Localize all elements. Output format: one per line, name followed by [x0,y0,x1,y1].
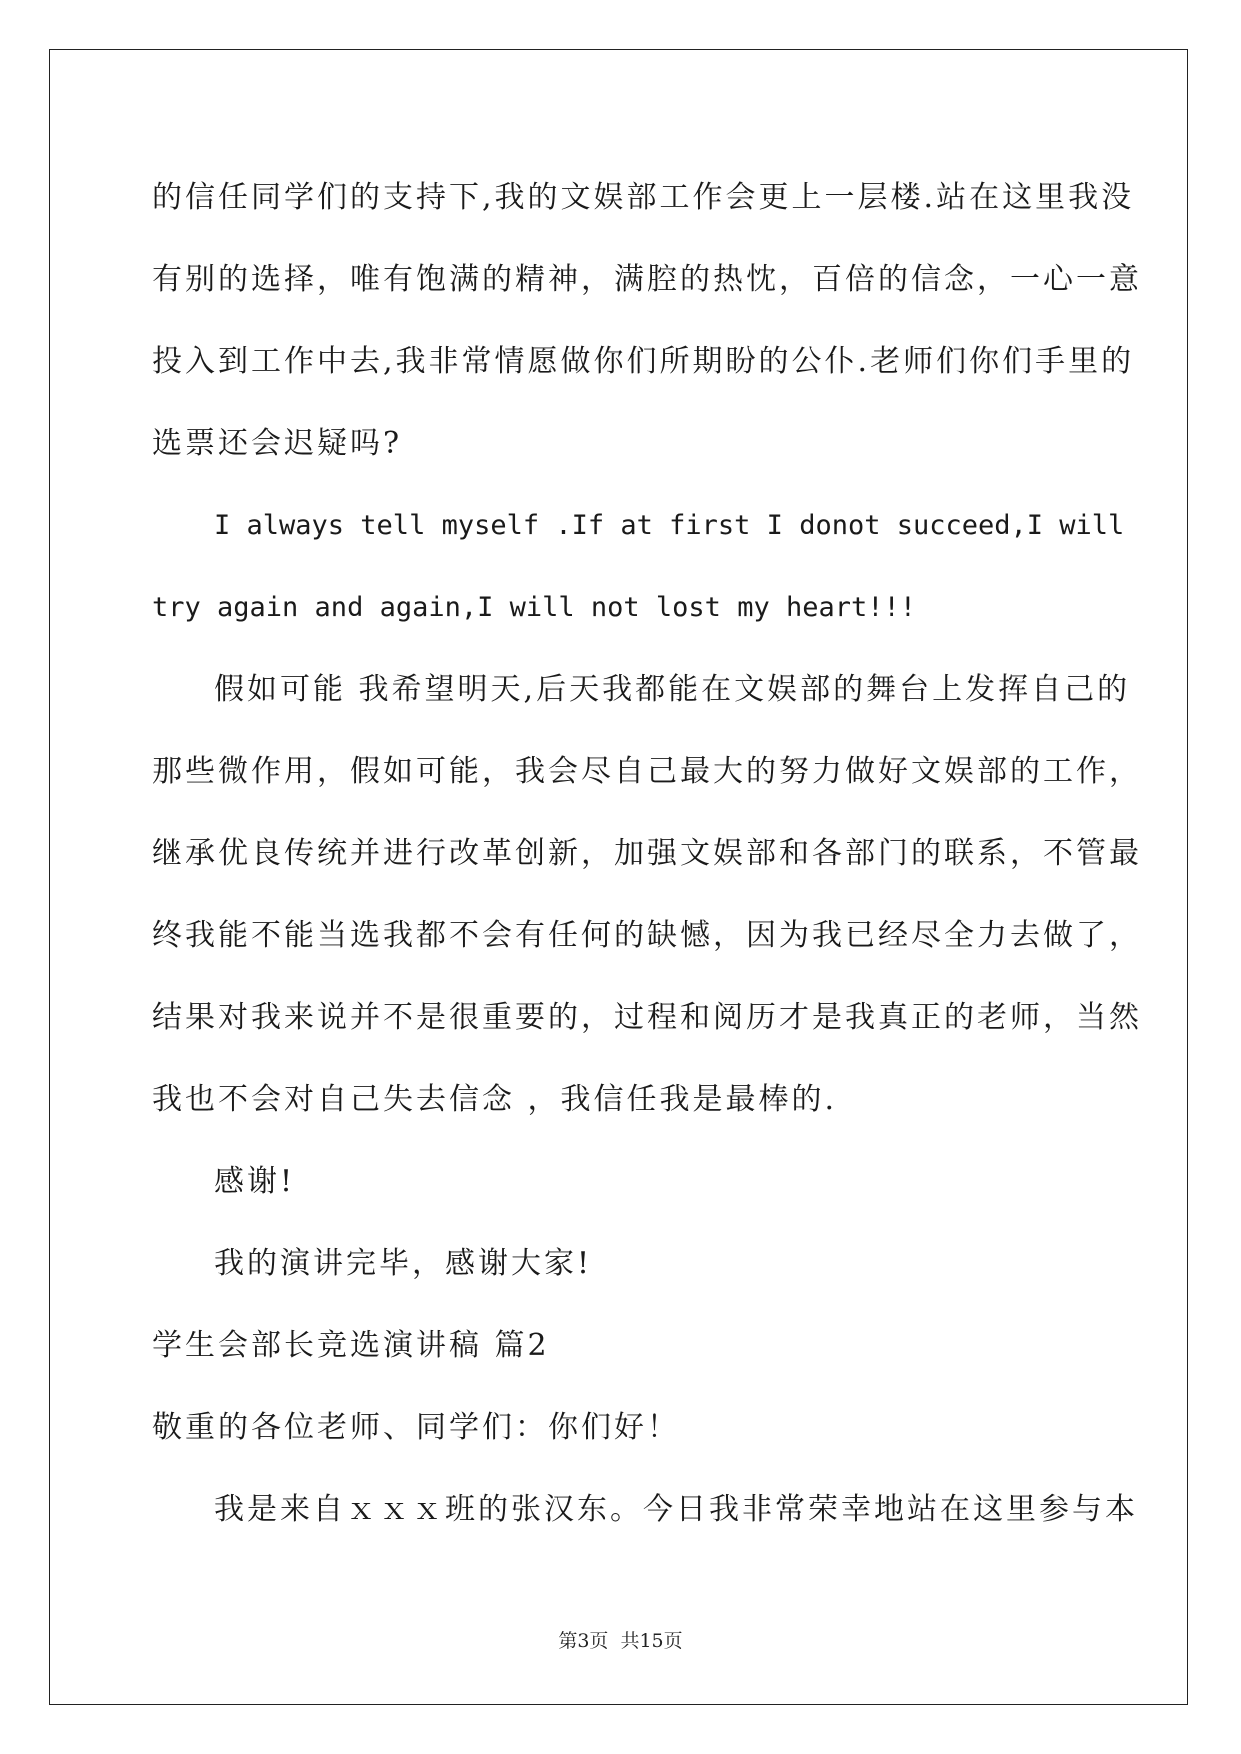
text-line: 我是来自ｘｘｘ班的张汉东。今日我非常荣幸地站在这里参与本 [214,1492,1138,1527]
text-line: 选票还会迟疑吗? [152,426,403,461]
section-heading: 学生会部长竞选演讲稿 篇2 [152,1328,550,1363]
text-line: 我也不会对自己失去信念 ，我信任我是最棒的. [152,1082,838,1117]
text-line: 我的演讲完毕，感谢大家! [214,1246,593,1281]
document-body [152,157,1142,1551]
text-line: 终我能不能当选我都不会有任何的缺憾，因为我已经尽全力去做了， [152,918,1142,953]
text-line: 那些微作用，假如可能，我会尽自己最大的努力做好文娱部的工作， [152,754,1142,789]
text-line: 假如可能 我希望明天,后天我都能在文娱部的舞台上发挥自己的 [214,672,1131,707]
page-total: 共15页 [620,1630,683,1652]
text-line: I always tell myself .If at first I donot succeed,I will [214,510,1125,541]
text-line: 结果对我来说并不是很重要的，过程和阅历才是我真正的老师，当然 [152,1000,1142,1035]
page-footer [0,1626,1241,1653]
page-number: 第3页 [558,1630,609,1652]
text-line: 继承优良传统并进行改革创新，加强文娱部和各部门的联系，不管最 [152,836,1142,871]
text-line: try again and again,I will not lost my heart!!! [152,592,917,623]
text-line: 感谢! [214,1164,296,1199]
text-line: 的信任同学们的支持下,我的文娱部工作会更上一层楼.站在这里我没 [152,180,1135,215]
salutation-line: 敬重的各位老师、同学们：你们好！ [152,1410,680,1445]
text-line: 投入到工作中去,我非常情愿做你们所期盼的公仆.老师们你们手里的 [152,344,1135,379]
text-line: 有别的选择，唯有饱满的精神，满腔的热忱，百倍的信念，一心一意 [152,262,1142,297]
